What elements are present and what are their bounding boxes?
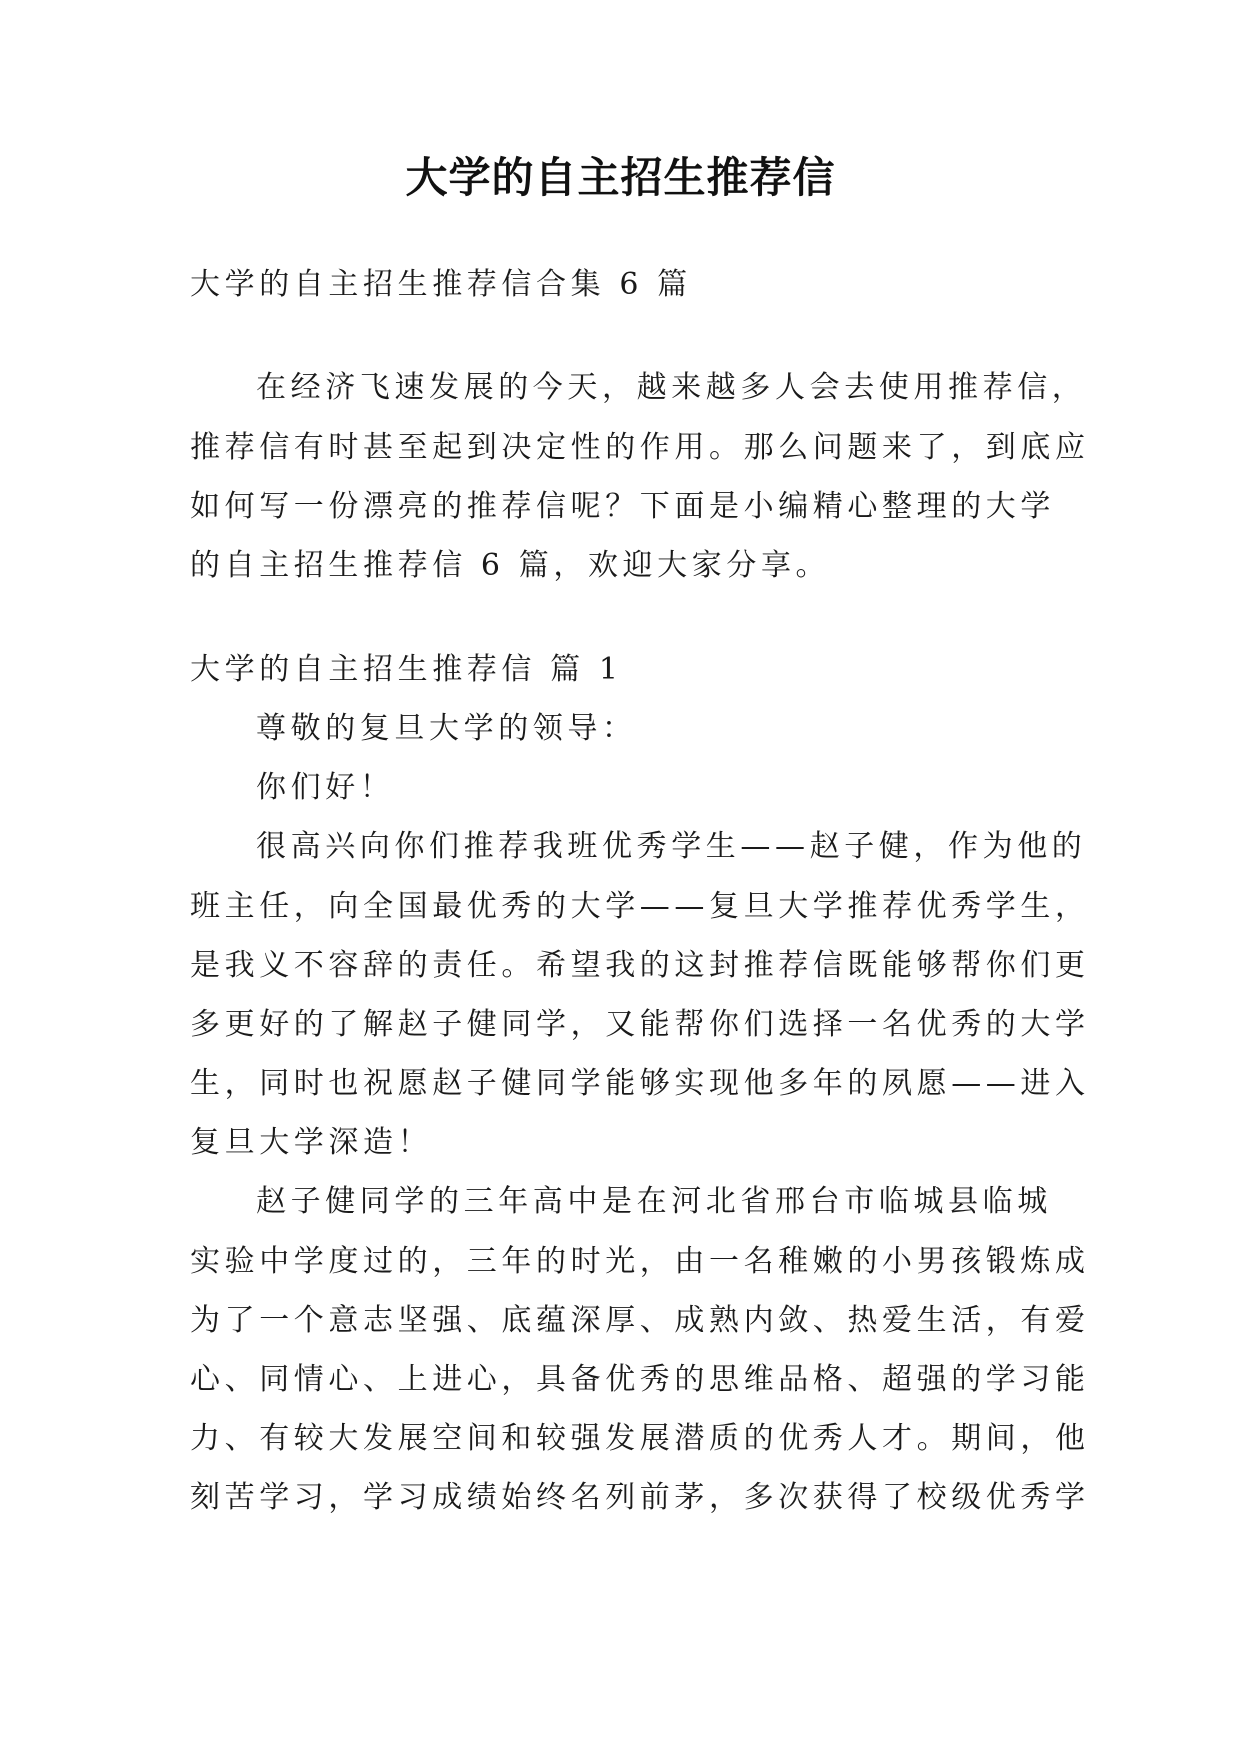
intro-line: 如何写一份漂亮的推荐信呢？下面是小编精心整理的大学 [190, 489, 1055, 524]
paragraph-line: 是我义不容辞的责任。希望我的这封推荐信既能够帮你们更 [190, 948, 1090, 983]
paragraph-line: 多更好的了解赵子健同学，又能帮你们选择一名优秀的大学 [190, 1007, 1090, 1042]
document-title: 大学的自主招生推荐信 [405, 153, 836, 202]
paragraph-line: 心、同情心、上进心，具备优秀的思维品格、超强的学习能 [190, 1362, 1090, 1397]
letter-salutation: 尊敬的复旦大学的领导： [256, 711, 637, 746]
intro-line: 推荐信有时甚至起到决定性的作用。那么问题来了，到底应 [190, 430, 1090, 465]
paragraph-line: 实验中学度过的，三年的时光，由一名稚嫩的小男孩锻炼成 [190, 1244, 1090, 1279]
intro-line: 在经济飞速发展的今天，越来越多人会去使用推荐信， [256, 370, 1087, 405]
paragraph-line: 刻苦学习，学习成绩始终名列前茅，多次获得了校级优秀学 [190, 1480, 1090, 1515]
paragraph-line: 为了一个意志坚强、底蕴深厚、成熟内敛、热爱生活，有爱 [190, 1303, 1090, 1338]
section-heading: 大学的自主招生推荐信 篇 1 [190, 652, 623, 687]
paragraph-line: 复旦大学深造！ [190, 1125, 433, 1160]
paragraph-line: 班主任，向全国最优秀的大学——复旦大学推荐优秀学生， [190, 889, 1090, 924]
paragraph-line: 力、有较大发展空间和较强发展潜质的优秀人才。期间，他 [190, 1421, 1090, 1456]
document-subtitle: 大学的自主招生推荐信合集 6 篇 [190, 267, 692, 302]
intro-line: 的自主招生推荐信 6 篇，欢迎大家分享。 [190, 548, 831, 583]
paragraph-line: 赵子健同学的三年高中是在河北省邢台市临城县临城 [256, 1184, 1052, 1219]
letter-greeting: 你们好！ [256, 770, 395, 805]
paragraph-line: 很高兴向你们推荐我班优秀学生——赵子健，作为他的 [256, 829, 1087, 864]
paragraph-line: 生，同时也祝愿赵子健同学能够实现他多年的夙愿——进入 [190, 1066, 1090, 1101]
